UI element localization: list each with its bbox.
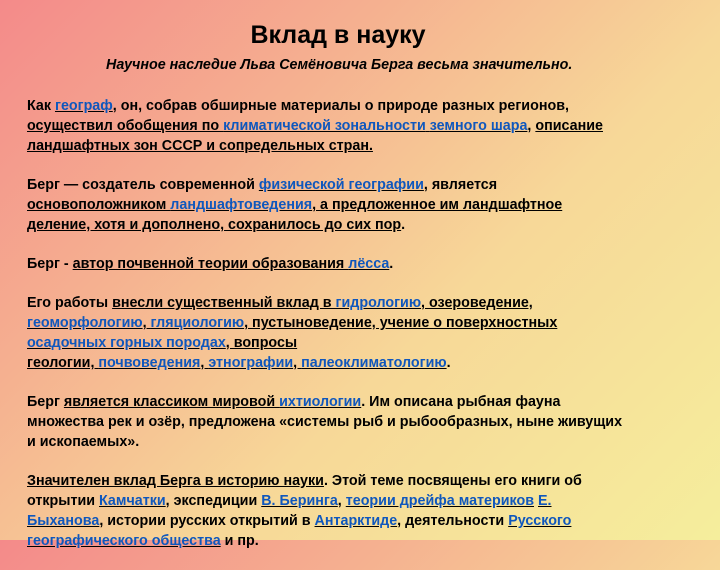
underlined-text: , озероведение, bbox=[421, 295, 533, 311]
underlined-text: , bbox=[200, 355, 209, 371]
text-run: , он, собрав обширные материалы о природе разных регионов, bbox=[112, 98, 569, 114]
slide-body bbox=[27, 96, 707, 570]
hyperlink[interactable]: этнографии bbox=[208, 355, 294, 371]
hyperlink[interactable]: лёсса bbox=[348, 256, 390, 272]
paragraph-6 bbox=[27, 471, 707, 551]
hyperlink[interactable]: палеоклиматологию bbox=[301, 355, 447, 371]
underlined-text: ландшафтных зон СССР и сопредельных стран. bbox=[27, 138, 373, 154]
hyperlink[interactable]: гидрологию bbox=[335, 295, 422, 311]
hyperlink[interactable]: теории дрейфа материков bbox=[345, 493, 535, 509]
text-run: открытии bbox=[27, 493, 100, 509]
text-run: , является bbox=[423, 177, 498, 193]
text-run: , деятельности bbox=[397, 513, 509, 529]
paragraph-1 bbox=[27, 96, 707, 156]
underlined-text: , bbox=[293, 355, 302, 371]
hyperlink[interactable]: географического общества bbox=[27, 533, 221, 549]
hyperlink[interactable]: климатической зональности bbox=[223, 118, 426, 134]
paragraph-3 bbox=[27, 254, 707, 274]
underlined-text: , вопросы bbox=[225, 335, 298, 351]
text-run: , bbox=[527, 118, 536, 134]
underlined-text: является классиком мировой bbox=[63, 394, 280, 410]
text-run: и пр. bbox=[220, 533, 259, 549]
text-run: Берг - bbox=[27, 256, 73, 272]
text-run: множества рек и озёр, предложена «системы рыб и рыбообразных, ныне живущих bbox=[27, 414, 623, 430]
text-run: . Этой теме посвящены его книги об bbox=[323, 473, 582, 489]
underlined-text: деление, хотя и дополнено, сохранилось до сих пор bbox=[27, 217, 402, 233]
underlined-text: , пустыноведение, учение о поверхностных bbox=[244, 315, 558, 331]
underlined-text: автор почвенной теории образования bbox=[72, 256, 349, 272]
underlined-text: геологии, bbox=[27, 355, 99, 371]
text-run: . bbox=[389, 256, 394, 272]
hyperlink[interactable]: геоморфологию bbox=[27, 315, 143, 331]
paragraph-2 bbox=[27, 175, 707, 235]
hyperlink[interactable]: земного шара bbox=[429, 118, 528, 134]
hyperlink[interactable]: ландшафтоведения bbox=[170, 197, 313, 213]
slide-subtitle: Научное наследие Льва Семёновича Берга весьма значительно. bbox=[106, 57, 573, 73]
hyperlink[interactable]: географ bbox=[54, 98, 113, 114]
text-run: Его работы bbox=[27, 295, 113, 311]
underlined-text: осуществил обобщения по bbox=[27, 118, 224, 134]
text-run: , истории русских открытий в bbox=[99, 513, 315, 529]
hyperlink[interactable]: В. Беринга bbox=[261, 493, 338, 509]
underlined-text: основоположником bbox=[27, 197, 171, 213]
hyperlink[interactable]: гляциологию bbox=[150, 315, 245, 331]
hyperlink[interactable]: осадочных горных породах bbox=[27, 335, 226, 351]
hyperlink[interactable]: Русского bbox=[508, 513, 572, 529]
paragraph-4 bbox=[27, 293, 707, 373]
hyperlink[interactable]: Камчатки bbox=[99, 493, 166, 509]
hyperlink[interactable]: почвоведения bbox=[98, 355, 201, 371]
slide-title: Вклад в науку bbox=[250, 21, 426, 49]
text-run: Как bbox=[27, 98, 55, 114]
text-run: Берг — создатель современной bbox=[27, 177, 259, 193]
hyperlink[interactable]: Антарктиде bbox=[314, 513, 398, 529]
underlined-text: , bbox=[142, 315, 151, 331]
underlined-text: описание bbox=[535, 118, 603, 134]
text-run: . Им описана рыбная фауна bbox=[361, 394, 561, 410]
text-run: Берг bbox=[27, 394, 64, 410]
underlined-text: Значителен вклад Берга в историю науки bbox=[27, 473, 324, 489]
text-run: и ископаемых». bbox=[27, 434, 140, 450]
text-run: . bbox=[446, 355, 451, 371]
hyperlink[interactable]: Е. bbox=[538, 493, 552, 509]
underlined-text: внесли существенный вклад в bbox=[112, 295, 336, 311]
hyperlink[interactable]: физической географии bbox=[258, 177, 424, 193]
text-run: , экспедиции bbox=[165, 493, 262, 509]
paragraph-5 bbox=[27, 392, 707, 452]
hyperlink[interactable]: Быханова bbox=[27, 513, 100, 529]
text-run: , bbox=[337, 493, 346, 509]
hyperlink[interactable]: ихтиологии bbox=[279, 394, 362, 410]
text-run: . bbox=[401, 217, 406, 233]
underlined-text: , а предложенное им ландшафтное bbox=[312, 197, 563, 213]
